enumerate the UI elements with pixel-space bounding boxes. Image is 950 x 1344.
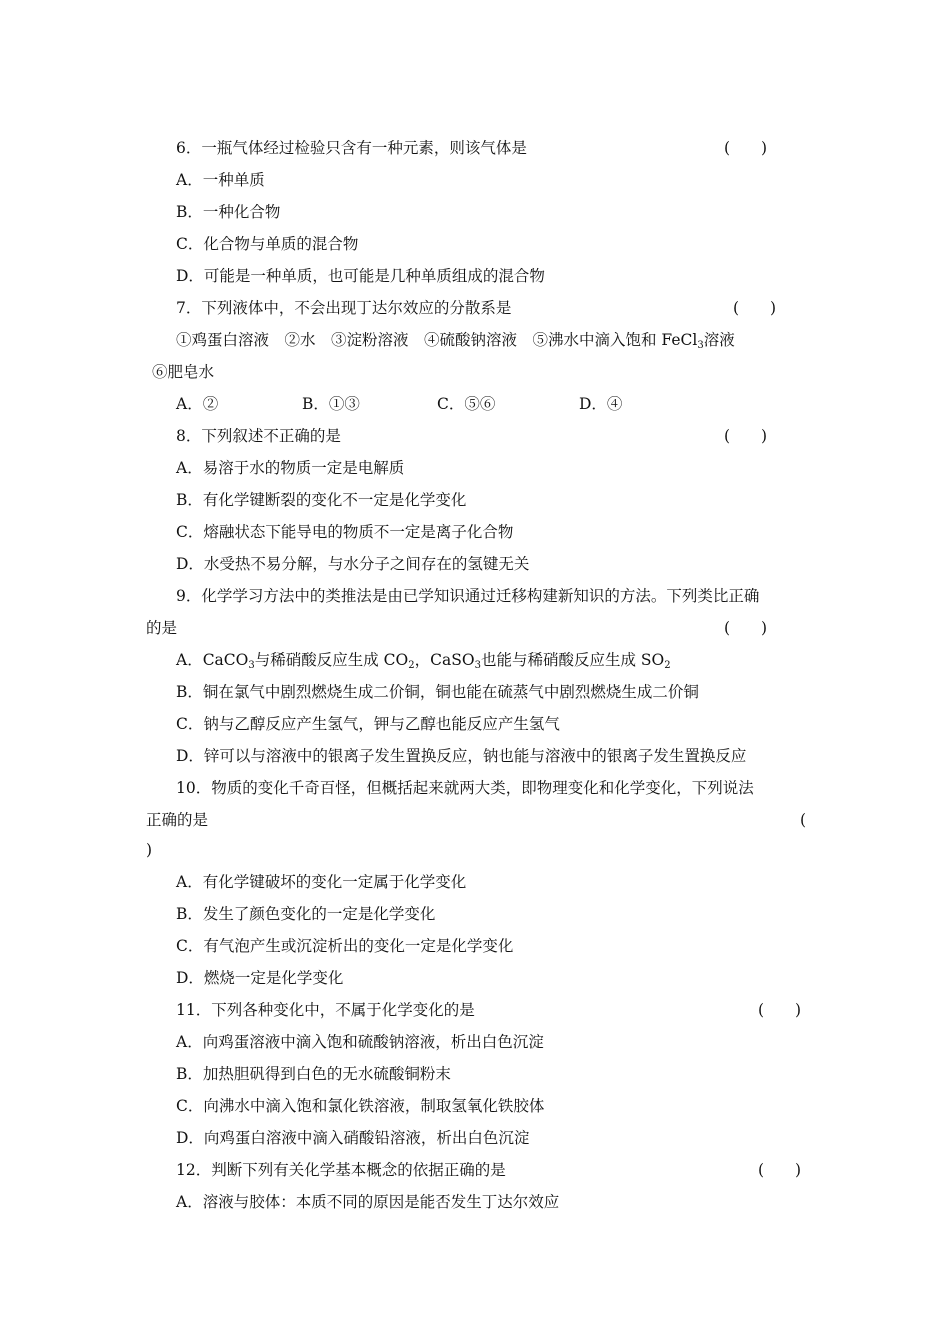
question-10-stem: 10．物质的变化千奇百怪，但概括起来就两大类，即物理变化和化学变化，下列说法 <box>176 779 754 797</box>
q9a-sub-4: 2 <box>664 660 671 671</box>
question-10-paren-close: ) <box>146 841 153 859</box>
question-7-list-part2: 溶液 <box>703 331 735 349</box>
question-8-option-a: A．易溶于水的物质一定是电解质 <box>176 459 405 477</box>
question-6-answer-paren: ( ) <box>724 139 768 157</box>
q9a-text-3: ，CaSO <box>414 651 475 669</box>
question-9-option-d: D．锌可以与溶液中的银离子发生置换反应，钠也能与溶液中的银离子发生置换反应 <box>176 747 747 765</box>
question-11-option-d: D．向鸡蛋白溶液中滴入硝酸铅溶液，析出白色沉淀 <box>176 1129 530 1147</box>
question-11-stem: 11．下列各种变化中，不属于化学变化的是 <box>176 1001 475 1019</box>
question-8-option-b: B．有化学键断裂的变化不一定是化学变化 <box>176 491 467 509</box>
question-8-answer-paren: ( ) <box>724 427 768 445</box>
question-7-option-a: A．② <box>176 395 219 413</box>
question-11-option-c: C．向沸水中滴入饱和氯化铁溶液，制取氢氧化铁胶体 <box>176 1097 545 1115</box>
q9a-text-2: 与稀硝酸反应生成 CO <box>254 651 409 669</box>
question-7-list-subscript: 3 <box>697 340 704 351</box>
question-12-stem: 12．判断下列有关化学基本概念的依据正确的是 <box>176 1161 506 1179</box>
question-9-option-a <box>176 650 671 670</box>
q9a-sub-3: 3 <box>474 660 481 671</box>
question-7-option-c: C．⑤⑥ <box>437 395 496 413</box>
question-10-stem-continued: 正确的是 <box>146 811 209 829</box>
question-12-answer-paren: ( ) <box>758 1161 802 1179</box>
question-9-option-b: B．铜在氯气中剧烈燃烧生成二价铜，铜也能在硫蒸气中剧烈燃烧生成二价铜 <box>176 683 699 701</box>
question-10-option-c: C．有气泡产生或沉淀析出的变化一定是化学变化 <box>176 937 514 955</box>
question-6-option-c: C．化合物与单质的混合物 <box>176 235 359 253</box>
question-8-option-c: C．熔融状态下能导电的物质不一定是离子化合物 <box>176 523 514 541</box>
q9a-sub-1: 3 <box>248 660 255 671</box>
question-9-stem-continued: 的是 <box>146 619 178 637</box>
question-7-option-b: B．①③ <box>302 395 360 413</box>
question-6-option-b: B．一种化合物 <box>176 203 281 221</box>
question-6-option-a: A．一种单质 <box>176 171 265 189</box>
question-7-list-part1: ①鸡蛋白溶液 ②水 ③淀粉溶液 ④硫酸钠溶液 ⑤沸水中滴入饱和 FeCl <box>176 331 698 349</box>
question-8-stem: 8．下列叙述不正确的是 <box>176 427 341 445</box>
question-9-stem: 9．化学学习方法中的类推法是由已学知识通过迁移构建新知识的方法。下列类比正确 <box>176 587 760 605</box>
question-11-option-b: B．加热胆矾得到白色的无水硫酸铜粉末 <box>176 1065 451 1083</box>
question-10-option-a: A．有化学键破坏的变化一定属于化学变化 <box>176 873 467 891</box>
question-10-option-d: D．燃烧一定是化学变化 <box>176 969 344 987</box>
question-8-option-d: D．水受热不易分解，与水分子之间存在的氢键无关 <box>176 555 530 573</box>
question-12-option-a: A．溶液与胶体：本质不同的原因是能否发生丁达尔效应 <box>176 1193 560 1211</box>
question-10-option-b: B．发生了颜色变化的一定是化学变化 <box>176 905 436 923</box>
question-11-option-a: A．向鸡蛋溶液中滴入饱和硫酸钠溶液，析出白色沉淀 <box>176 1033 544 1051</box>
question-7-option-d: D．④ <box>579 395 623 413</box>
question-6-stem: 6．一瓶气体经过检验只含有一种元素，则该气体是 <box>176 139 527 157</box>
question-11-answer-paren: ( ) <box>758 1001 802 1019</box>
question-10-paren-open: ( <box>800 811 807 829</box>
question-9-option-c: C．钠与乙醇反应产生氢气，钾与乙醇也能反应产生氢气 <box>176 715 560 733</box>
q9a-text-1: A．CaCO <box>176 651 249 669</box>
question-7-list-continued: ⑥肥皂水 <box>152 363 215 381</box>
q9a-text-4: 也能与稀硝酸反应生成 SO <box>480 651 665 669</box>
question-7-liquid-list <box>176 330 735 350</box>
q9a-sub-2: 2 <box>408 660 415 671</box>
question-7-stem: 7．下列液体中，不会出现丁达尔效应的分散系是 <box>176 299 512 317</box>
question-6-option-d: D．可能是一种单质，也可能是几种单质组成的混合物 <box>176 267 545 285</box>
question-7-answer-paren: ( ) <box>733 299 777 317</box>
question-9-answer-paren: ( ) <box>724 619 768 637</box>
